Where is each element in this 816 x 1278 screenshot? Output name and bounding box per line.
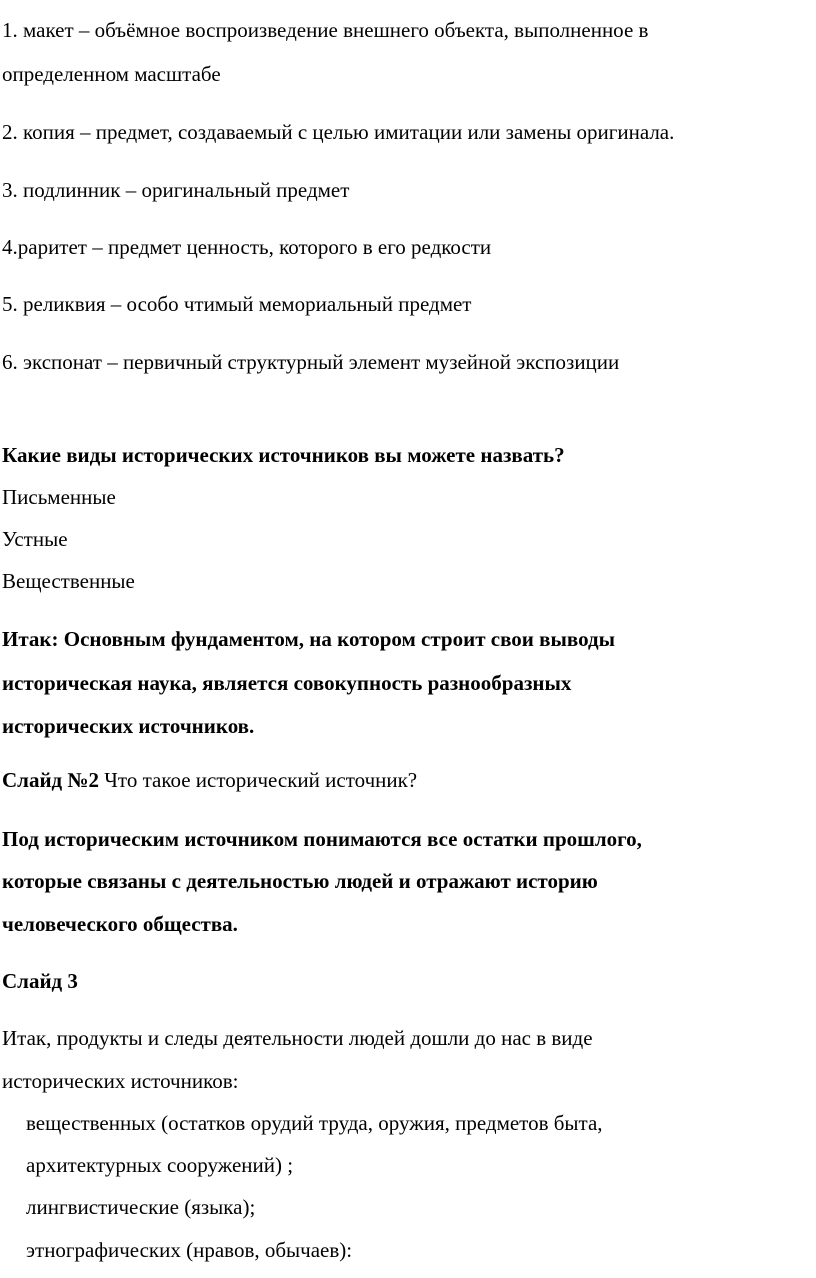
intro-line-2: исторических источников: <box>2 1069 239 1093</box>
slide2-question: Что такое исторический источник? <box>99 768 418 792</box>
conclusion-line-3: исторических источников. <box>2 714 255 738</box>
definition-line-6: 5. реликвия – особо чтимый мемориальный предмет <box>2 292 472 316</box>
list-item-material: вещественных (остатков орудий труда, оружия, предметов быта, <box>26 1111 603 1135</box>
definition-line-2: определенном масштабе <box>2 62 221 86</box>
definition-block-line-2: которые связаны с деятельностью людей и отражают историю <box>2 869 598 893</box>
list-item-material-cont: архитектурных сооружений) ; <box>26 1153 294 1177</box>
definition-line-4: 3. подлинник – оригинальный предмет <box>2 178 350 202</box>
source-type-oral: Устные <box>2 527 68 551</box>
definition-line-3: 2. копия – предмет, создаваемый с целью имитации или замены оригинала. <box>2 120 675 144</box>
slide2-label: Слайд №2 <box>2 768 100 792</box>
conclusion-line-1: Итак: Основным фундаментом, на котором строит свои выводы <box>2 627 615 651</box>
definition-line-1: 1. макет – объёмное воспроизведение внешнего объекта, выполненное в <box>2 18 649 42</box>
slide2-line <box>2 770 417 791</box>
definition-block-line-3: человеческого общества. <box>2 912 238 936</box>
intro-line-1: Итак, продукты и следы деятельности людей дошли до нас в виде <box>2 1026 593 1050</box>
source-type-material: Вещественные <box>2 569 135 593</box>
definition-line-7: 6. экспонат – первичный структурный элемент музейной экспозиции <box>2 350 620 374</box>
list-item-ethnographic: этнографических (нравов, обычаев): <box>26 1238 353 1262</box>
list-item-linguistic: лингвистические (языка); <box>26 1195 256 1219</box>
source-type-written: Письменные <box>2 485 116 509</box>
definition-block-line-1: Под историческим источником понимаются все остатки прошлого, <box>2 827 642 851</box>
definition-line-5: 4.раритет – предмет ценность, которого в его редкости <box>2 235 492 259</box>
conclusion-line-2: историческая наука, является совокупность разнообразных <box>2 671 572 695</box>
slide3-label: Слайд 3 <box>2 969 78 993</box>
question-heading: Какие виды исторических источников вы можете назвать? <box>2 443 565 467</box>
